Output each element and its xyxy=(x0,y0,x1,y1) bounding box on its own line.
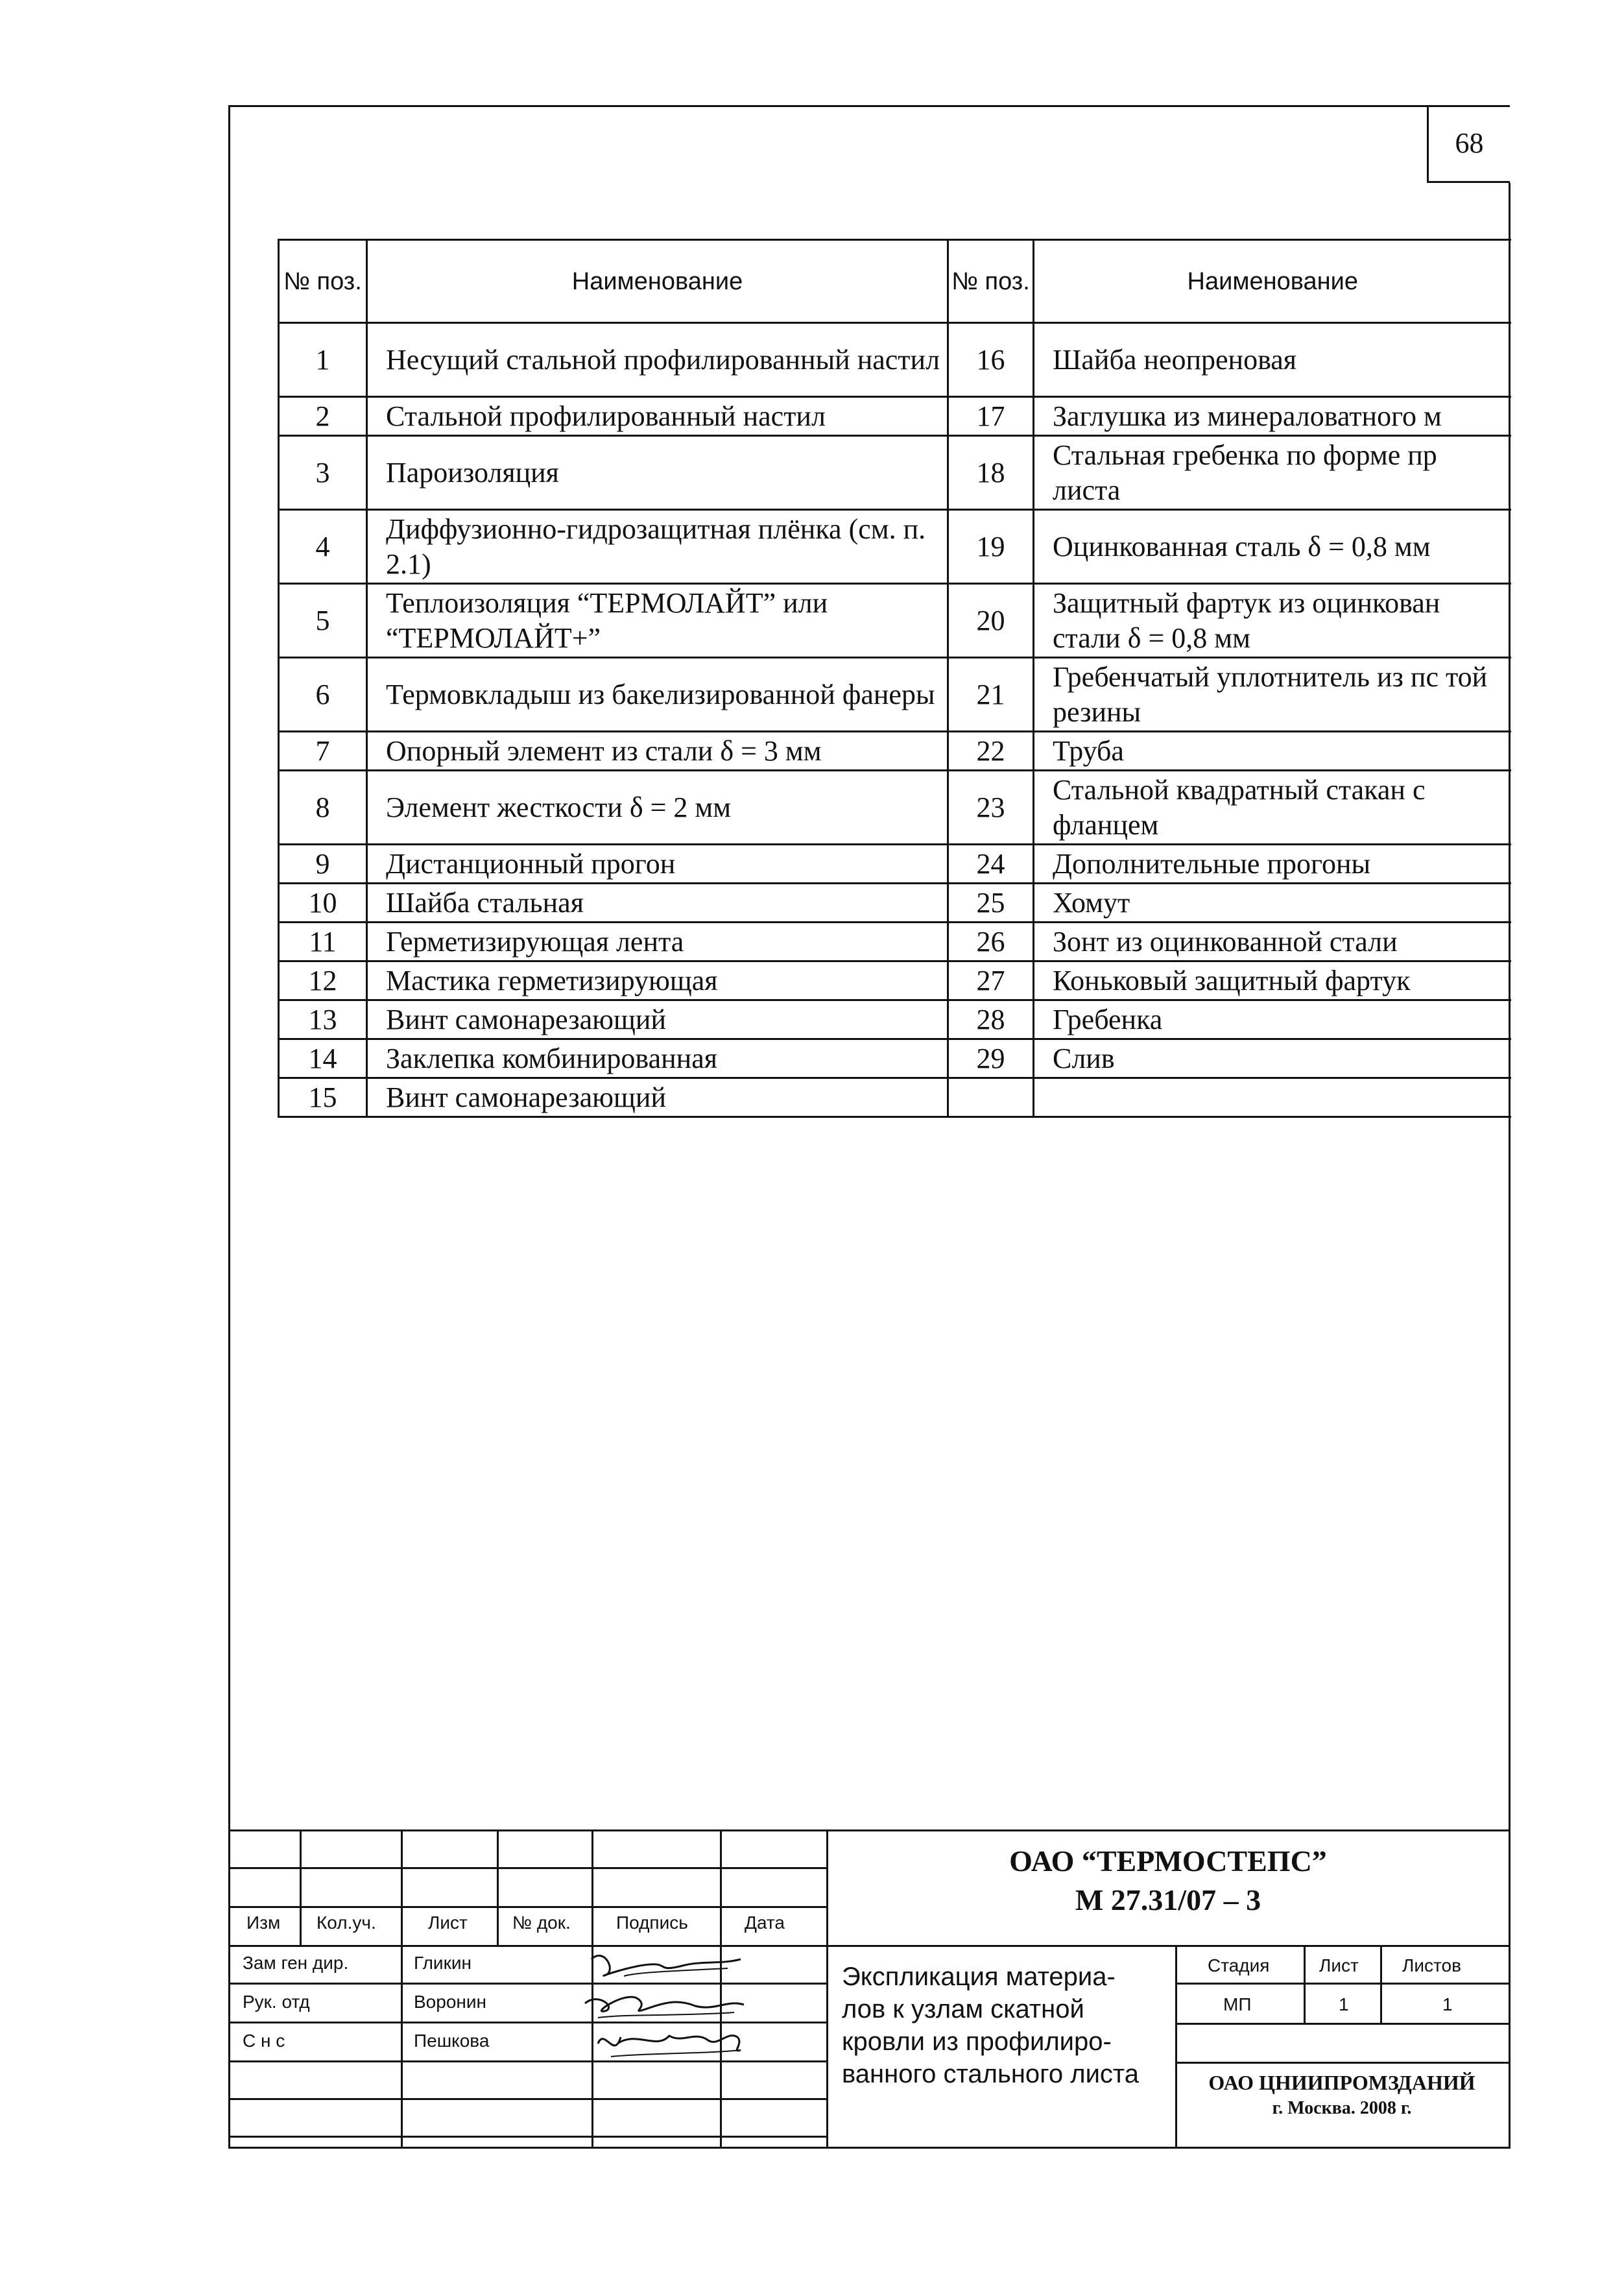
cell-pos-left: 6 xyxy=(279,658,367,732)
cell-pos-left: 1 xyxy=(279,323,367,397)
cell-name-right: Зонт из оцинкованной стали xyxy=(1034,923,1511,961)
cell-name-right: Заглушка из минераловатного м xyxy=(1034,397,1511,436)
cell-pos-right: 29 xyxy=(948,1039,1034,1078)
cell-pos-right: 16 xyxy=(948,323,1034,397)
cell-pos-right: 28 xyxy=(948,1000,1034,1039)
header-pos-left: № поз. xyxy=(279,240,367,323)
cell-name-right: Гребенка xyxy=(1034,1000,1511,1039)
col-n-dok: № док. xyxy=(512,1913,571,1933)
cell-pos-right: 27 xyxy=(948,961,1034,1000)
cell-name-right: Слив xyxy=(1034,1039,1511,1078)
cell-name-left: Опорный элемент из стали δ = 3 мм xyxy=(367,732,948,771)
cell-name-right: Хомут xyxy=(1034,884,1511,923)
table-row xyxy=(279,1078,1511,1117)
col-kol-uch: Кол.уч. xyxy=(316,1913,376,1933)
table-row xyxy=(279,884,1511,923)
cell-name-left: Шайба стальная xyxy=(367,884,948,923)
cell-pos-left: 10 xyxy=(279,884,367,923)
cell-name-left: Пароизоляция xyxy=(367,436,948,510)
cell-name-left: Стальной профилированный настил xyxy=(367,397,948,436)
cell-name-right: Труба xyxy=(1034,732,1511,771)
tb-line xyxy=(826,1829,828,2149)
cell-name-right: Дополнительные прогоны xyxy=(1034,845,1511,884)
sheets-label: Листов xyxy=(1402,1955,1461,1975)
sheet-value: 1 xyxy=(1339,1994,1349,2014)
table-row xyxy=(279,845,1511,884)
tb-line xyxy=(1175,2023,1510,2025)
cell-name-left: Герметизирующая лента xyxy=(367,923,948,961)
cell-name-left: Винт самонарезающий xyxy=(367,1078,948,1117)
cell-pos-left: 11 xyxy=(279,923,367,961)
tb-line xyxy=(1175,2062,1510,2064)
tb-line xyxy=(228,1945,1510,1947)
cell-pos-left: 3 xyxy=(279,436,367,510)
cell-pos-left: 7 xyxy=(279,732,367,771)
person-3: Пешкова xyxy=(414,2031,490,2051)
cell-name-right: Стальная гребенка по форме пр листа xyxy=(1034,436,1511,510)
col-izm: Изм xyxy=(246,1913,281,1933)
cell-pos-left: 8 xyxy=(279,771,367,845)
cell-name-right xyxy=(1034,1078,1511,1117)
cell-name-left: Мастика герметизирующая xyxy=(367,961,948,1000)
table-row xyxy=(279,323,1511,397)
cell-pos-left: 2 xyxy=(279,397,367,436)
cell-name-left: Теплоизоляция “ТЕРМОЛАЙТ” или “ТЕРМОЛАЙТ+” xyxy=(367,584,948,658)
tb-line xyxy=(228,1867,826,1869)
header-name-right: Наименование xyxy=(1034,240,1511,323)
stage-value: МП xyxy=(1223,1994,1252,2014)
cell-name-right: Оцинкованная сталь δ = 0,8 мм xyxy=(1034,510,1511,584)
tb-line xyxy=(228,1829,1510,1831)
tb-line xyxy=(228,2136,826,2138)
cell-name-left: Заклепка комбинированная xyxy=(367,1039,948,1078)
table-row xyxy=(279,961,1511,1000)
cell-name-right: Коньковый защитный фартук xyxy=(1034,961,1511,1000)
cell-name-left: Дистанционный прогон xyxy=(367,845,948,884)
stage-label: Стадия xyxy=(1208,1955,1270,1975)
tb-line xyxy=(1304,1945,1306,2023)
col-data: Дата xyxy=(745,1913,785,1933)
table-row xyxy=(279,732,1511,771)
cell-name-left: Винт самонарезающий xyxy=(367,1000,948,1039)
cell-pos-right: 24 xyxy=(948,845,1034,884)
table-row xyxy=(279,771,1511,845)
page-number: 68 xyxy=(1427,105,1510,183)
cell-pos-left: 12 xyxy=(279,961,367,1000)
org-name: ОАО “ТЕРМОСТЕПС” xyxy=(1009,1844,1327,1878)
cell-pos-right: 18 xyxy=(948,436,1034,510)
role-2: Рук. отд xyxy=(243,1992,310,2012)
cell-pos-left: 14 xyxy=(279,1039,367,1078)
cell-pos-right: 20 xyxy=(948,584,1034,658)
tb-line xyxy=(1175,1983,1510,1985)
col-list: Лист xyxy=(428,1913,468,1933)
cell-pos-left: 5 xyxy=(279,584,367,658)
cell-name-left: Элемент жесткости δ = 2 мм xyxy=(367,771,948,845)
cell-pos-right: 25 xyxy=(948,884,1034,923)
cell-name-right: Гребенчатый уплотнитель из пс той резины xyxy=(1034,658,1511,732)
table-row xyxy=(279,923,1511,961)
table-row xyxy=(279,1000,1511,1039)
tb-line xyxy=(401,1829,403,2149)
cell-pos-right: 19 xyxy=(948,510,1034,584)
table-row xyxy=(279,584,1511,658)
institute-city-year: г. Москва. 2008 г. xyxy=(1272,2098,1412,2118)
role-3: С н с xyxy=(243,2031,285,2051)
sheets-value: 1 xyxy=(1442,1994,1453,2014)
tb-line xyxy=(228,1906,826,1908)
sheet-label: Лист xyxy=(1319,1955,1359,1975)
cell-pos-right: 17 xyxy=(948,397,1034,436)
table-row xyxy=(279,1039,1511,1078)
title-block xyxy=(228,1829,1510,2149)
tb-line xyxy=(497,1829,499,1945)
cell-pos-left: 4 xyxy=(279,510,367,584)
cell-pos-right: 23 xyxy=(948,771,1034,845)
cell-pos-right: 21 xyxy=(948,658,1034,732)
doc-code: М 27.31/07 – 3 xyxy=(1075,1883,1261,1916)
table-row xyxy=(279,397,1511,436)
cell-pos-left: 9 xyxy=(279,845,367,884)
table-row xyxy=(279,436,1511,510)
table-header-row xyxy=(279,240,1511,323)
tb-line xyxy=(1175,1945,1177,2149)
cell-name-right: Защитный фартук из оцинкован стали δ = 0,8 мм xyxy=(1034,584,1511,658)
header-pos-right: № поз. xyxy=(948,240,1034,323)
institute-name: ОАО ЦНИИПРОМЗДАНИЙ xyxy=(1208,2071,1475,2094)
header-name-left: Наименование xyxy=(367,240,948,323)
cell-pos-left: 15 xyxy=(279,1078,367,1117)
col-podpis: Подпись xyxy=(616,1913,688,1933)
table-row xyxy=(279,658,1511,732)
cell-name-left: Несущий стальной профилированный настил xyxy=(367,323,948,397)
role-1: Зам ген дир. xyxy=(243,1953,349,1973)
person-1: Гликин xyxy=(414,1953,472,1973)
cell-name-right: Шайба неопреновая xyxy=(1034,323,1511,397)
cell-pos-right xyxy=(948,1078,1034,1117)
signature-image xyxy=(579,1946,747,2070)
cell-pos-right: 26 xyxy=(948,923,1034,961)
tb-line xyxy=(300,1829,302,1945)
materials-table xyxy=(278,239,1511,1118)
cell-name-left: Термовкладыш из бакелизированной фанеры xyxy=(367,658,948,732)
person-2: Воронин xyxy=(414,1992,486,2012)
cell-pos-right: 22 xyxy=(948,732,1034,771)
cell-name-left: Диффузионно-гидрозащитная плёнка (см. п. 2.1) xyxy=(367,510,948,584)
cell-name-right: Стальной квадратный стакан с фланцем xyxy=(1034,771,1511,845)
tb-line xyxy=(1380,1945,1382,2023)
table-row xyxy=(279,510,1511,584)
tb-line xyxy=(228,2098,826,2100)
sheet-description: Экспликация материа- лов к узлам скатной кровли из профилиро- ванного стального листа xyxy=(842,1962,1140,2088)
cell-pos-left: 13 xyxy=(279,1000,367,1039)
